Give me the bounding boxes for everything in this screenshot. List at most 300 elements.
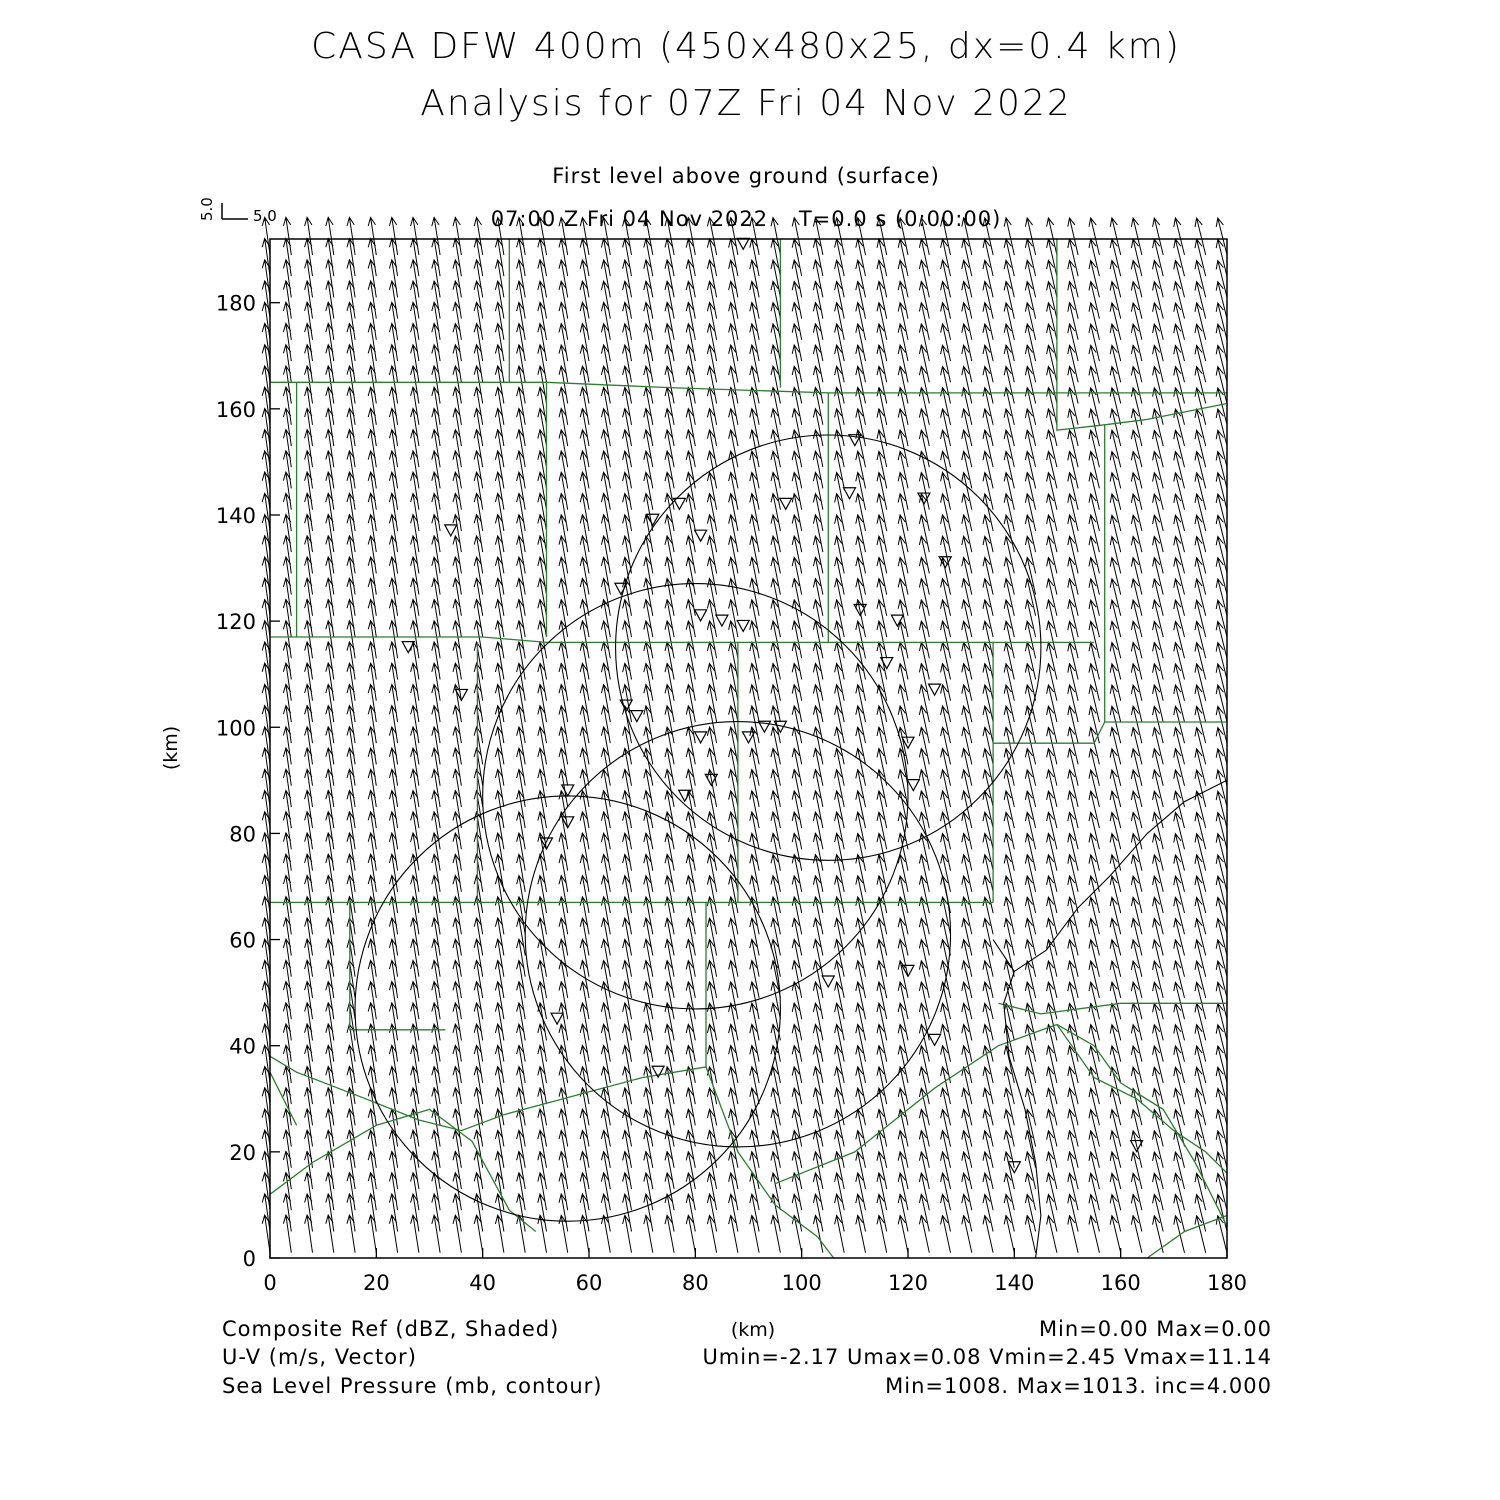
wind-vector: [771, 1194, 780, 1231]
wind-vector: [1195, 770, 1206, 807]
wind-vector: [835, 982, 845, 1019]
wind-vector: [941, 515, 951, 552]
wind-vector: [1131, 1173, 1142, 1210]
station-marker: [929, 1034, 941, 1045]
wind-vector: [1195, 303, 1206, 340]
chart-title-line2: Analysis for 07Z Fri 04 Nov 2022: [420, 83, 1072, 124]
wind-vector: [1047, 473, 1057, 510]
wind-vector: [1089, 558, 1099, 595]
wind-vector: [1195, 897, 1206, 934]
wind-vector: [898, 940, 908, 977]
wind-vector: [792, 833, 802, 870]
wind-vector: [1195, 1173, 1206, 1210]
wind-vector: [962, 642, 972, 679]
wind-vector: [983, 855, 993, 892]
wind-vector: [856, 303, 866, 340]
wind-vector: [856, 748, 866, 785]
wind-vector: [962, 366, 972, 403]
wind-vector: [898, 600, 908, 637]
wind-vector: [1195, 643, 1206, 680]
wind-vector: [1195, 239, 1206, 276]
wind-vector: [750, 1194, 759, 1231]
wind-vector: [1153, 324, 1164, 361]
wind-vector: [962, 982, 972, 1019]
x-tick-label: 80: [681, 1271, 709, 1295]
wind-vector: [1089, 982, 1099, 1019]
wind-vector: [813, 409, 823, 446]
wind-vector: [877, 324, 887, 361]
wind-vector: [1004, 855, 1014, 892]
y-tick-label: 120: [215, 610, 256, 635]
wind-vector: [835, 303, 845, 340]
wind-vector: [898, 579, 908, 616]
wind-vector: [1089, 685, 1099, 722]
wind-vector: [1216, 1216, 1227, 1253]
station-marker: [891, 615, 903, 626]
wind-vector: [1216, 897, 1227, 934]
wind-vector: [1068, 600, 1078, 637]
wind-vector: [983, 1025, 993, 1062]
wind-vector: [1047, 727, 1057, 764]
wind-vector: [1153, 1046, 1164, 1083]
wind-vector: [750, 961, 759, 998]
wind-vector: [813, 1131, 823, 1168]
wind-vector: [729, 642, 738, 679]
wind-vector: [1089, 260, 1099, 297]
wind-vector: [771, 239, 780, 276]
wind-vector: [919, 876, 929, 913]
wind-vector: [1131, 367, 1142, 404]
wind-vector: [1025, 749, 1035, 786]
wind-vector: [962, 473, 972, 510]
wind-vector: [856, 473, 866, 510]
wind-vector: [1153, 706, 1164, 743]
wind-vector: [835, 770, 845, 807]
wind-vector: [1110, 218, 1121, 255]
wind-vector: [919, 1046, 929, 1083]
wind-vector: [1089, 473, 1099, 510]
wind-vector: [1174, 1216, 1185, 1253]
wind-vector: [813, 281, 823, 318]
wind-vector: [983, 876, 993, 913]
wind-vector: [1110, 664, 1121, 701]
wind-vector: [898, 324, 908, 361]
wind-vector: [962, 1025, 972, 1062]
wind-vector: [898, 515, 908, 552]
wind-vector: [941, 621, 951, 658]
wind-vector: [1110, 1110, 1121, 1147]
wind-vector: [729, 706, 738, 743]
wind-vector: [813, 1194, 823, 1231]
wind-vector: [1025, 812, 1035, 849]
wind-vector: [1110, 770, 1121, 807]
wind-vector: [1004, 1046, 1014, 1083]
wind-vector: [962, 282, 972, 319]
wind-vector: [983, 345, 993, 382]
wind-vector: [1153, 303, 1164, 340]
wind-vector: [941, 579, 951, 616]
wind-vector: [962, 1152, 972, 1189]
wind-vector: [1131, 897, 1142, 934]
wind-vector: [1047, 494, 1057, 531]
wind-vector: [877, 579, 887, 616]
wind-vector: [898, 1152, 908, 1189]
wind-vector: [1068, 579, 1078, 616]
wind-vector: [1216, 855, 1227, 892]
wind-vector: [750, 409, 759, 446]
wind-vector: [750, 239, 759, 276]
wind-vector: [856, 770, 866, 807]
wind-vector: [1068, 260, 1078, 297]
wind-vector: [983, 1067, 993, 1104]
wind-vector: [1174, 643, 1185, 680]
wind-vector: [919, 282, 929, 319]
wind-vector: [1004, 876, 1014, 913]
wind-vector: [1174, 1088, 1185, 1125]
wind-vector: [1089, 367, 1099, 404]
wind-vector: [1110, 685, 1121, 722]
wind-vector: [1110, 600, 1121, 637]
y-axis-label: (km): [160, 725, 182, 771]
wind-vector: [1025, 303, 1035, 340]
wind-vector: [750, 366, 759, 403]
wind-vector: [983, 1173, 993, 1210]
wind-vector: [1195, 982, 1206, 1019]
wind-vector: [856, 642, 866, 679]
wind-vector: [729, 982, 738, 1019]
wind-vector: [1131, 812, 1142, 849]
wind-vector: [1068, 685, 1078, 722]
wind-vector: [1216, 494, 1227, 531]
wind-vector: [1047, 664, 1057, 701]
wind-vector: [856, 536, 866, 573]
wind-vector: [1089, 706, 1099, 743]
wind-vector: [1110, 1088, 1121, 1125]
footer-vector-range: Umin=-2.17 Umax=0.08 Vmin=2.45 Vmax=11.14: [702, 1345, 1272, 1369]
wind-vector: [856, 1067, 866, 1104]
wind-vector: [1131, 1152, 1142, 1189]
wind-vector: [835, 1109, 845, 1146]
wind-vector: [729, 366, 738, 403]
wind-vector: [1025, 621, 1035, 658]
wind-vector: [1174, 515, 1185, 552]
station-marker: [716, 615, 728, 626]
wind-vector: [1153, 218, 1164, 255]
wind-vector: [1131, 728, 1142, 765]
wind-vector: [771, 855, 780, 892]
wind-vector: [1131, 982, 1142, 1019]
wind-vector: [792, 303, 802, 340]
footer-reflectivity-label: Composite Ref (dBZ, Shaded): [222, 1317, 560, 1341]
wind-vector: [1195, 621, 1206, 658]
wind-vector: [792, 260, 802, 297]
wind-vector: [1004, 473, 1014, 510]
station-marker: [737, 238, 749, 249]
wind-vector: [1216, 706, 1227, 743]
y-tick-label: 140: [215, 503, 256, 528]
wind-vector: [898, 366, 908, 403]
wind-vector: [1047, 1110, 1057, 1147]
wind-vector: [877, 749, 887, 786]
wind-vector: [729, 1003, 738, 1040]
wind-vector: [1025, 664, 1035, 701]
wind-vector: [792, 515, 802, 552]
wind-vector: [1068, 282, 1078, 319]
wind-vector: [919, 1131, 929, 1168]
wind-vector: [1089, 409, 1099, 446]
wind-vector: [1089, 1216, 1099, 1253]
wind-vector: [941, 1067, 951, 1104]
wind-vector: [771, 494, 780, 531]
wind-vector: [1195, 685, 1206, 722]
wind-vector: [1089, 282, 1099, 319]
x-axis-label: (km): [730, 1319, 776, 1341]
wind-vector: [1174, 834, 1185, 871]
wind-vector: [750, 1109, 759, 1146]
wind-vector: [1131, 1216, 1142, 1253]
wind-vector: [1131, 685, 1142, 722]
wind-vector: [1174, 303, 1185, 340]
wind-vector: [919, 324, 929, 361]
boundary-line: [1105, 425, 1227, 722]
wind-vector: [1216, 643, 1227, 680]
wind-vector: [1089, 430, 1099, 467]
wind-vector: [856, 1152, 866, 1189]
wind-vector: [771, 876, 780, 913]
wind-vector: [1047, 812, 1057, 849]
wind-vector: [1174, 324, 1185, 361]
wind-vector: [1216, 1067, 1227, 1104]
wind-vector: [962, 1003, 972, 1040]
wind-vector: [1174, 239, 1185, 276]
pressure-contour: [355, 796, 780, 1221]
wind-vector: [835, 642, 845, 679]
wind-vector: [813, 239, 823, 276]
wind-vector: [1068, 430, 1078, 467]
wind-vector: [919, 918, 929, 955]
wind-vector: [1089, 834, 1099, 871]
wind-vector: [750, 663, 759, 700]
wind-vector: [983, 579, 993, 616]
wind-vector: [1025, 451, 1035, 488]
boundary-line: [270, 902, 706, 1130]
wind-vector: [1216, 940, 1227, 977]
wind-vector: [1153, 452, 1164, 489]
wind-vector: [1110, 897, 1121, 934]
wind-vector: [813, 1046, 823, 1083]
wind-vector: [983, 366, 993, 403]
wind-vector: [835, 451, 845, 488]
wind-vector: [1047, 515, 1057, 552]
wind-vector: [941, 282, 951, 319]
wind-vector: [813, 451, 823, 488]
wind-vector: [856, 664, 866, 701]
wind-vector: [835, 833, 845, 870]
wind-vector: [1153, 1152, 1164, 1189]
wind-vector: [1131, 834, 1142, 871]
footer-pressure-range: Min=1008. Max=1013. inc=4.000: [885, 1374, 1272, 1398]
wind-vector: [1195, 706, 1206, 743]
wind-vector: [792, 940, 802, 977]
wind-vector: [1131, 664, 1142, 701]
wind-vector: [771, 388, 780, 425]
wind-vector: [877, 1024, 887, 1061]
wind-vector: [813, 982, 823, 1019]
wind-vector: [729, 1088, 738, 1125]
wind-vector: [1216, 982, 1227, 1019]
wind-vector: [1068, 876, 1078, 913]
y-tick-label: 40: [229, 1034, 256, 1059]
wind-vector: [1131, 536, 1142, 573]
wind-vector: [941, 642, 951, 679]
wind-vector: [1110, 1025, 1121, 1062]
wind-vector: [877, 1194, 887, 1231]
wind-vector: [792, 1109, 802, 1146]
wind-vector: [1216, 919, 1227, 956]
wind-vector: [1131, 791, 1142, 828]
wind-vector: [813, 833, 823, 870]
wind-vector: [1110, 324, 1121, 361]
wind-vector: [1195, 515, 1206, 552]
wind-vector: [877, 1173, 887, 1210]
wind-vector: [750, 260, 759, 297]
wind-vector: [1004, 409, 1014, 446]
wind-vector: [771, 621, 780, 658]
wind-vector: [1068, 1110, 1078, 1147]
wind-vector: [919, 642, 929, 679]
wind-vector: [813, 642, 823, 679]
wind-vector: [856, 1173, 866, 1210]
wind-vector: [729, 494, 738, 531]
wind-vector: [1025, 727, 1035, 764]
wind-vector: [729, 939, 738, 976]
y-tick-label: 100: [215, 716, 256, 741]
wind-vector: [1047, 600, 1057, 637]
wind-vector: [1195, 367, 1206, 404]
wind-vector: [1025, 579, 1035, 616]
wind-vector: [835, 345, 845, 382]
wind-vector: [1089, 919, 1099, 956]
wind-vector: [1089, 961, 1099, 998]
wind-vector: [1025, 515, 1035, 552]
wind-vector: [941, 1216, 951, 1253]
wind-vector: [898, 918, 908, 955]
wind-vector: [983, 1152, 993, 1189]
wind-vector: [1110, 1131, 1121, 1168]
wind-vector: [771, 579, 780, 616]
wind-vector: [1174, 919, 1185, 956]
wind-vector: [1174, 897, 1185, 934]
wind-vector: [1047, 1131, 1057, 1168]
wind-vector: [1025, 1110, 1035, 1147]
wind-vector: [1089, 812, 1099, 849]
wind-vector: [983, 1110, 993, 1147]
wind-vector: [962, 1131, 972, 1168]
wind-vector: [856, 833, 866, 870]
wind-vector: [898, 239, 908, 276]
wind-vector: [1068, 1173, 1078, 1210]
wind-vector: [1131, 452, 1142, 489]
wind-vector: [771, 939, 780, 976]
wind-vector: [1089, 876, 1099, 913]
wind-vector: [1131, 1025, 1142, 1062]
wind-vector: [1089, 791, 1099, 828]
wind-vector: [1110, 239, 1121, 276]
wind-vector: [983, 1131, 993, 1168]
wind-vector: [1025, 494, 1035, 531]
wind-vector: [729, 918, 738, 955]
wind-vector: [729, 791, 738, 828]
wind-vector: [792, 855, 802, 892]
wind-vector: [941, 1025, 951, 1062]
wind-vector: [1004, 812, 1014, 849]
wind-vector: [1174, 1173, 1185, 1210]
wind-vector: [1025, 791, 1035, 828]
wind-vector: [1089, 1131, 1099, 1168]
wind-vector: [792, 685, 802, 722]
wind-vector: [1153, 345, 1164, 382]
wind-vector: [1174, 409, 1185, 446]
wind-vector: [1131, 303, 1142, 340]
wind-vector: [1195, 1046, 1206, 1083]
wind-vector: [750, 1131, 759, 1168]
wind-vector: [1174, 770, 1185, 807]
wind-vector: [792, 600, 802, 637]
wind-vector: [898, 281, 908, 318]
wind-vector: [898, 1173, 908, 1210]
wind-vector: [898, 473, 908, 510]
wind-vector: [877, 430, 887, 467]
wind-vector: [898, 1131, 908, 1168]
wind-vector: [1110, 452, 1121, 489]
wind-vector: [941, 324, 951, 361]
wind-vector: [835, 472, 845, 509]
wind-vector: [983, 260, 993, 297]
wind-vector: [1047, 536, 1057, 573]
wind-vector: [877, 982, 887, 1019]
wind-vector: [941, 1003, 951, 1040]
wind-vector: [665, 1215, 674, 1252]
wind-vector: [792, 388, 802, 425]
wind-vector: [941, 685, 951, 722]
wind-vector: [941, 1088, 951, 1125]
wind-vector: [771, 345, 780, 382]
wind-vector: [1047, 579, 1057, 616]
wind-vector: [877, 557, 887, 594]
wind-vector: [1110, 1152, 1121, 1189]
wind-vector: [1068, 1131, 1078, 1168]
time-label: 07:00 Z Fri 04 Nov 2022 T=0.0 s (0:00:00): [490, 207, 1002, 231]
wind-vector: [750, 791, 759, 828]
wind-vector: [877, 409, 887, 446]
wind-vector: [1216, 579, 1227, 616]
wind-vector: [919, 1173, 929, 1210]
wind-vector: [750, 748, 759, 785]
wind-vector: [962, 706, 972, 743]
wind-vector: [792, 1194, 802, 1231]
wind-vector: [1068, 536, 1078, 573]
wind-vector: [1047, 260, 1057, 297]
wind-vector: [877, 642, 887, 679]
wind-vector: [919, 579, 929, 616]
wind-vector: [729, 1215, 738, 1252]
wind-vector: [750, 1215, 759, 1252]
wind-vector: [835, 1067, 845, 1104]
wind-vector: [835, 876, 845, 913]
wind-vector: [1025, 1025, 1035, 1062]
wind-vector: [1153, 430, 1164, 467]
wind-vector: [1174, 452, 1185, 489]
